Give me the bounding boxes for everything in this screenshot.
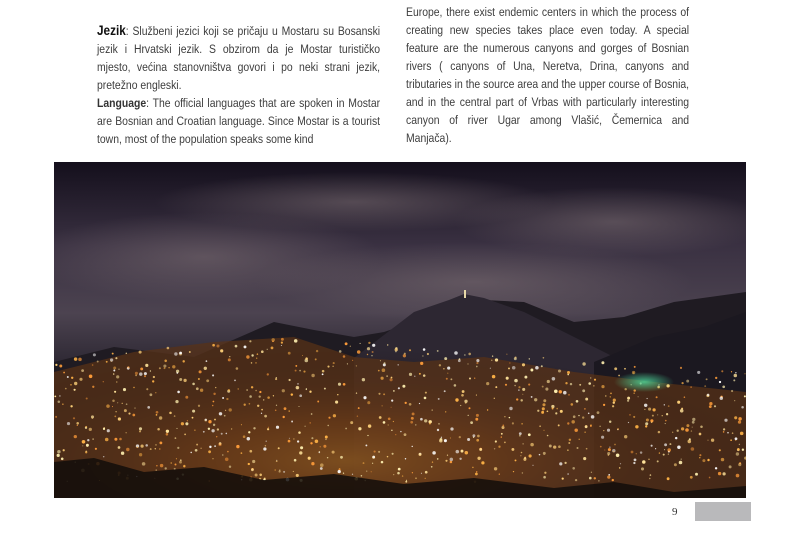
left-text-column bbox=[97, 21, 380, 148]
language-term: Language bbox=[97, 96, 147, 110]
jezik-term: Jezik bbox=[97, 22, 126, 38]
language-text: : The official languages that are spoken in Mostar are Bosnian and Croatian language. Since Mostar is a tourist town, most of the population speaks some kind bbox=[97, 96, 381, 146]
page-number: 9 bbox=[672, 506, 678, 518]
language-paragraph bbox=[97, 94, 380, 148]
footer-bar bbox=[695, 502, 751, 521]
jezik-paragraph bbox=[97, 21, 380, 94]
mostar-night-photo bbox=[54, 162, 746, 498]
right-text-column bbox=[406, 3, 689, 147]
jezik-text: : Službeni jezici koji se pričaju u Mostaru su Bosanski jezik i Hrvatski jezik. S obzirom da je Mostar turističko mjesto, većina stanovništva govori i po neki strani jezik, pretežno engleski. bbox=[97, 24, 381, 92]
right-paragraph: Europe, there exist endemic centers in which the process of creating new species takes place even today. A special feature are the numerous canyons and gorges of Bosnian rivers ( canyons of Una, Neretva, Drina, canyons and tributaries in the source area and the upper course of Bosnia, and in the central part of Vrbas with particularly interesting canyon of river Ugar among Vlašić, Čemernica and Manjača). bbox=[406, 5, 690, 145]
